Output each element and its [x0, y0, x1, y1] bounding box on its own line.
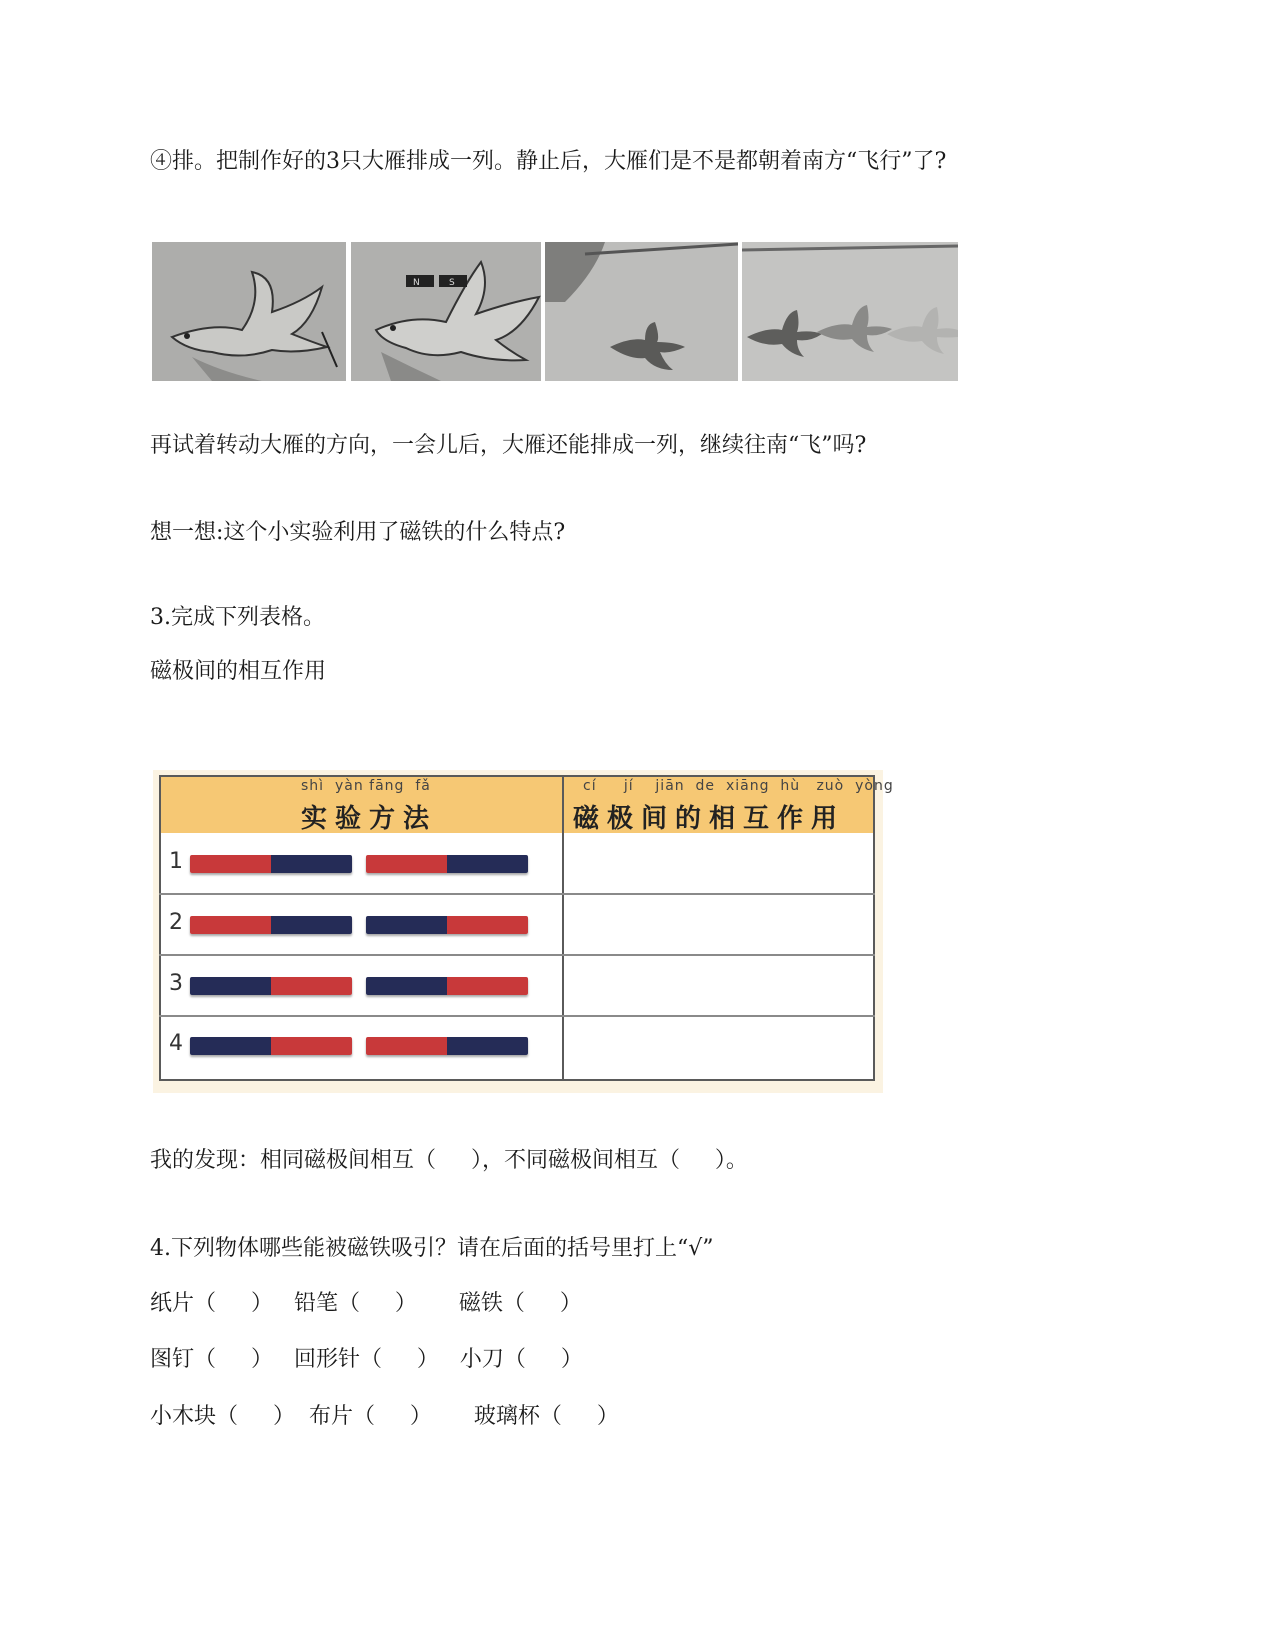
bar-magnet [190, 977, 352, 995]
bar-magnet [190, 916, 352, 934]
col1-pinyin: shì yàn fāng fǎ [301, 778, 431, 794]
items-row-3: 小木块（ ） 布片（ ） 玻璃杯（ ） [150, 1404, 619, 1429]
row-number: 2 [169, 910, 183, 935]
bar-magnet [366, 855, 528, 873]
bar-magnet [366, 1037, 528, 1055]
row-number: 1 [169, 849, 183, 874]
question-rotate-geese: 再试着转动大雁的方向，一会儿后，大雁还能排成一列，继续往南“飞”吗? [150, 433, 867, 458]
row-divider [159, 893, 875, 895]
col2-header: 磁极间的相互作用 [573, 804, 846, 834]
svg-text:N: N [413, 278, 420, 288]
col1-header: 实验方法 [301, 804, 438, 834]
photo-paper-bird [152, 242, 346, 381]
column-divider [562, 775, 564, 1081]
row-number: 3 [169, 971, 183, 996]
magnet-interaction-table [153, 770, 894, 1093]
row-divider [159, 1015, 875, 1017]
section-4-title: 4.下列物体哪些能被磁铁吸引？请在后面的括号里打上“√” [150, 1236, 714, 1261]
step-four-text: ④排。把制作好的3只大雁排成一列。静止后，大雁们是不是都朝着南方“飞行”了? [150, 149, 947, 174]
section-3-subtitle: 磁极间的相互作用 [150, 659, 327, 684]
items-row-2: 图钉（ ） 回形针（ ） 小刀（ ） [150, 1347, 583, 1372]
row-divider [159, 954, 875, 956]
question-magnet-property: 想一想:这个小实验利用了磁铁的什么特点? [150, 520, 566, 545]
bar-magnet [190, 855, 352, 873]
photo-bird-with-magnet [351, 242, 541, 381]
bar-magnet [366, 977, 528, 995]
finding-sentence: 我的发现：相同磁极间相互（ ），不同磁极间相互（ ）。 [150, 1148, 748, 1173]
items-row-1: 纸片（ ） 铅笔（ ） 磁铁（ ） [150, 1291, 582, 1316]
bar-magnet [366, 916, 528, 934]
section-3-title: 3.完成下列表格。 [150, 605, 325, 630]
experiment-photo-strip [152, 242, 958, 381]
photo-three-geese [742, 242, 958, 381]
photo-single-goose [545, 242, 738, 381]
svg-text:S: S [449, 278, 455, 288]
col2-pinyin: cí jí jiān de xiāng hù zuò yòng [583, 778, 894, 794]
bar-magnet [190, 1037, 352, 1055]
row-number: 4 [169, 1031, 183, 1056]
